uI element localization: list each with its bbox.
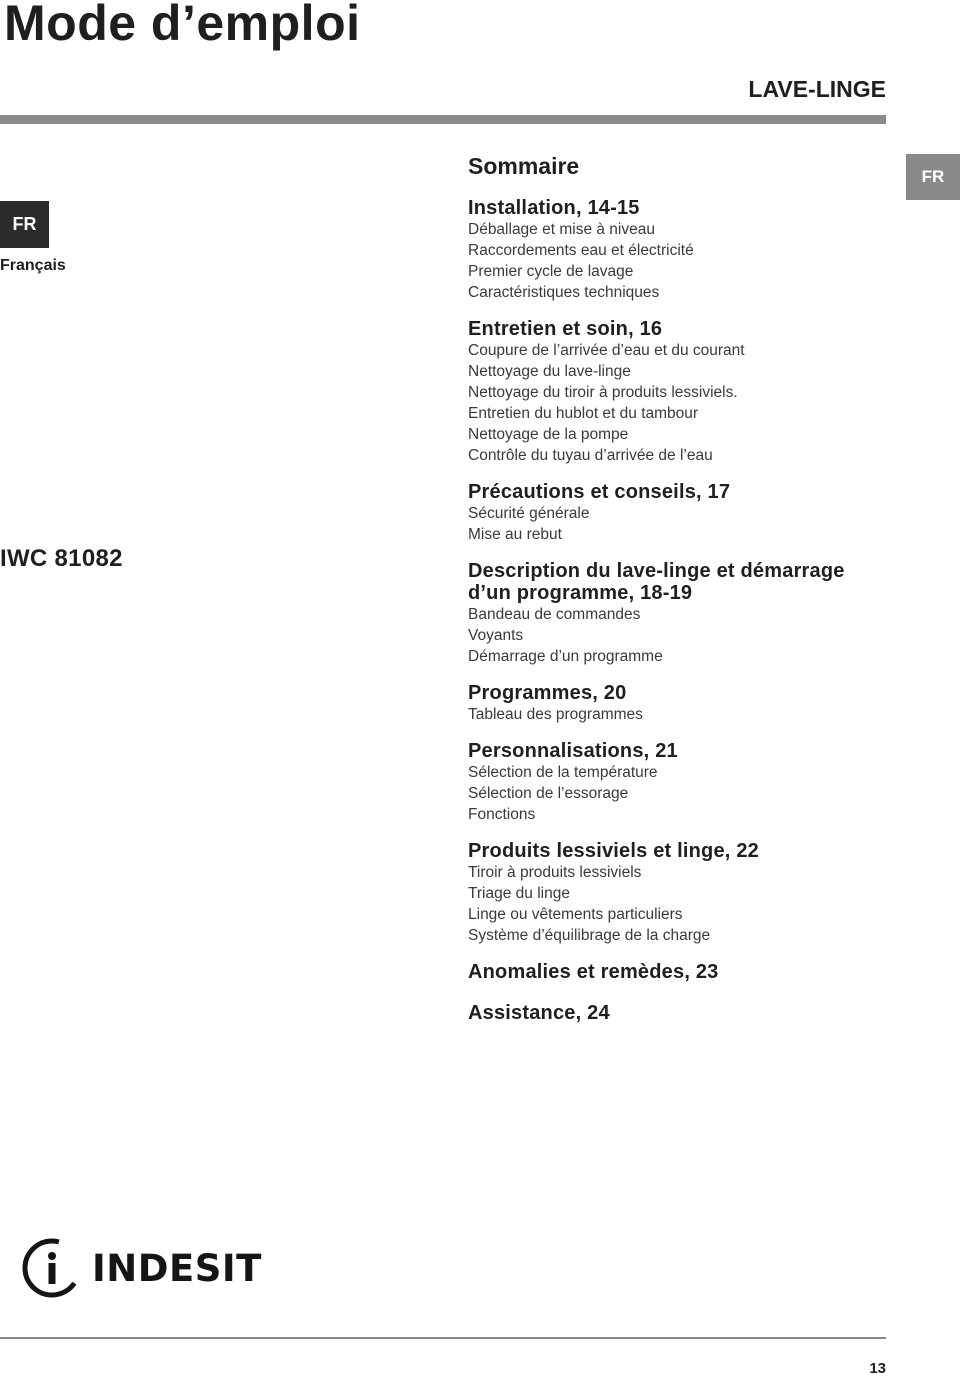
footer-divider	[0, 1337, 886, 1339]
document-subtitle: LAVE-LINGE	[748, 76, 886, 102]
toc-title: Sommaire	[468, 153, 580, 179]
header-divider	[0, 115, 886, 124]
toc-item: Sécurité générale	[468, 505, 590, 522]
toc-item: Nettoyage du tiroir à produits lessiviels.	[468, 384, 738, 401]
toc-item: Raccordements eau et électricité	[468, 242, 694, 259]
language-code-badge: FR	[0, 201, 49, 248]
toc-section-description	[468, 560, 898, 667]
toc-section-heading: Produits lessiviels et linge, 22	[468, 840, 759, 862]
toc-section-produits	[468, 840, 898, 946]
toc-section-heading: Précautions et conseils, 17	[468, 481, 731, 503]
toc-item: Sélection de l’essorage	[468, 785, 629, 802]
toc-section-installation	[468, 197, 898, 303]
toc-section-entretien	[468, 318, 898, 466]
toc-item: Contrôle du tuyau d’arrivée de l’eau	[468, 447, 713, 464]
toc-section-heading: Anomalies et remèdes, 23	[468, 961, 719, 983]
toc-section-heading: Personnalisations, 21	[468, 740, 678, 762]
language-name: Français	[0, 257, 66, 274]
toc-item: Nettoyage du lave-linge	[468, 363, 631, 380]
brand-name: INDESIT	[92, 1246, 262, 1290]
toc-item: Entretien du hublot et du tambour	[468, 405, 699, 422]
toc-item: Coupure de l’arrivée d’eau et du courant	[468, 342, 745, 359]
toc-item: Mise au rebut	[468, 526, 562, 543]
toc-section-assistance	[468, 1002, 898, 1024]
page-title: Mode d’emploi	[4, 0, 361, 51]
toc-section-heading-continued: d’un programme, 18-19	[468, 582, 693, 604]
toc-section-heading: Programmes, 20	[468, 682, 627, 704]
toc-section-personnalisations	[468, 740, 898, 825]
toc-item: Linge ou vêtements particuliers	[468, 906, 683, 923]
toc-item: Déballage et mise à niveau	[468, 221, 655, 238]
indesit-logo-icon	[20, 1236, 84, 1300]
toc-item: Bandeau de commandes	[468, 606, 641, 623]
model-number: IWC 81082	[0, 545, 123, 572]
language-side-tab: FR	[906, 154, 960, 200]
toc-item: Triage du linge	[468, 885, 570, 902]
toc-item: Premier cycle de lavage	[468, 263, 634, 280]
page-number: 13	[869, 1360, 886, 1377]
toc-item: Sélection de la température	[468, 764, 658, 781]
toc-item: Fonctions	[468, 806, 536, 823]
brand-logo	[20, 1236, 262, 1300]
toc-item: Tableau des programmes	[468, 706, 643, 723]
toc-item: Voyants	[468, 627, 524, 644]
table-of-contents	[468, 151, 898, 1039]
toc-item: Caractéristiques techniques	[468, 284, 660, 301]
toc-section-heading: Installation, 14-15	[468, 197, 640, 219]
toc-section-precautions	[468, 481, 898, 545]
toc-section-anomalies	[468, 961, 898, 983]
toc-section-heading: Entretien et soin, 16	[468, 318, 663, 340]
toc-item: Système d’équilibrage de la charge	[468, 927, 711, 944]
toc-item: Démarrage d’un programme	[468, 648, 663, 665]
toc-section-heading: Assistance, 24	[468, 1002, 610, 1024]
toc-item: Tiroir à produits lessiviels	[468, 864, 642, 881]
toc-item: Nettoyage de la pompe	[468, 426, 629, 443]
toc-section-heading: Description du lave-linge et démarrage	[468, 560, 845, 582]
toc-section-programmes	[468, 682, 898, 725]
